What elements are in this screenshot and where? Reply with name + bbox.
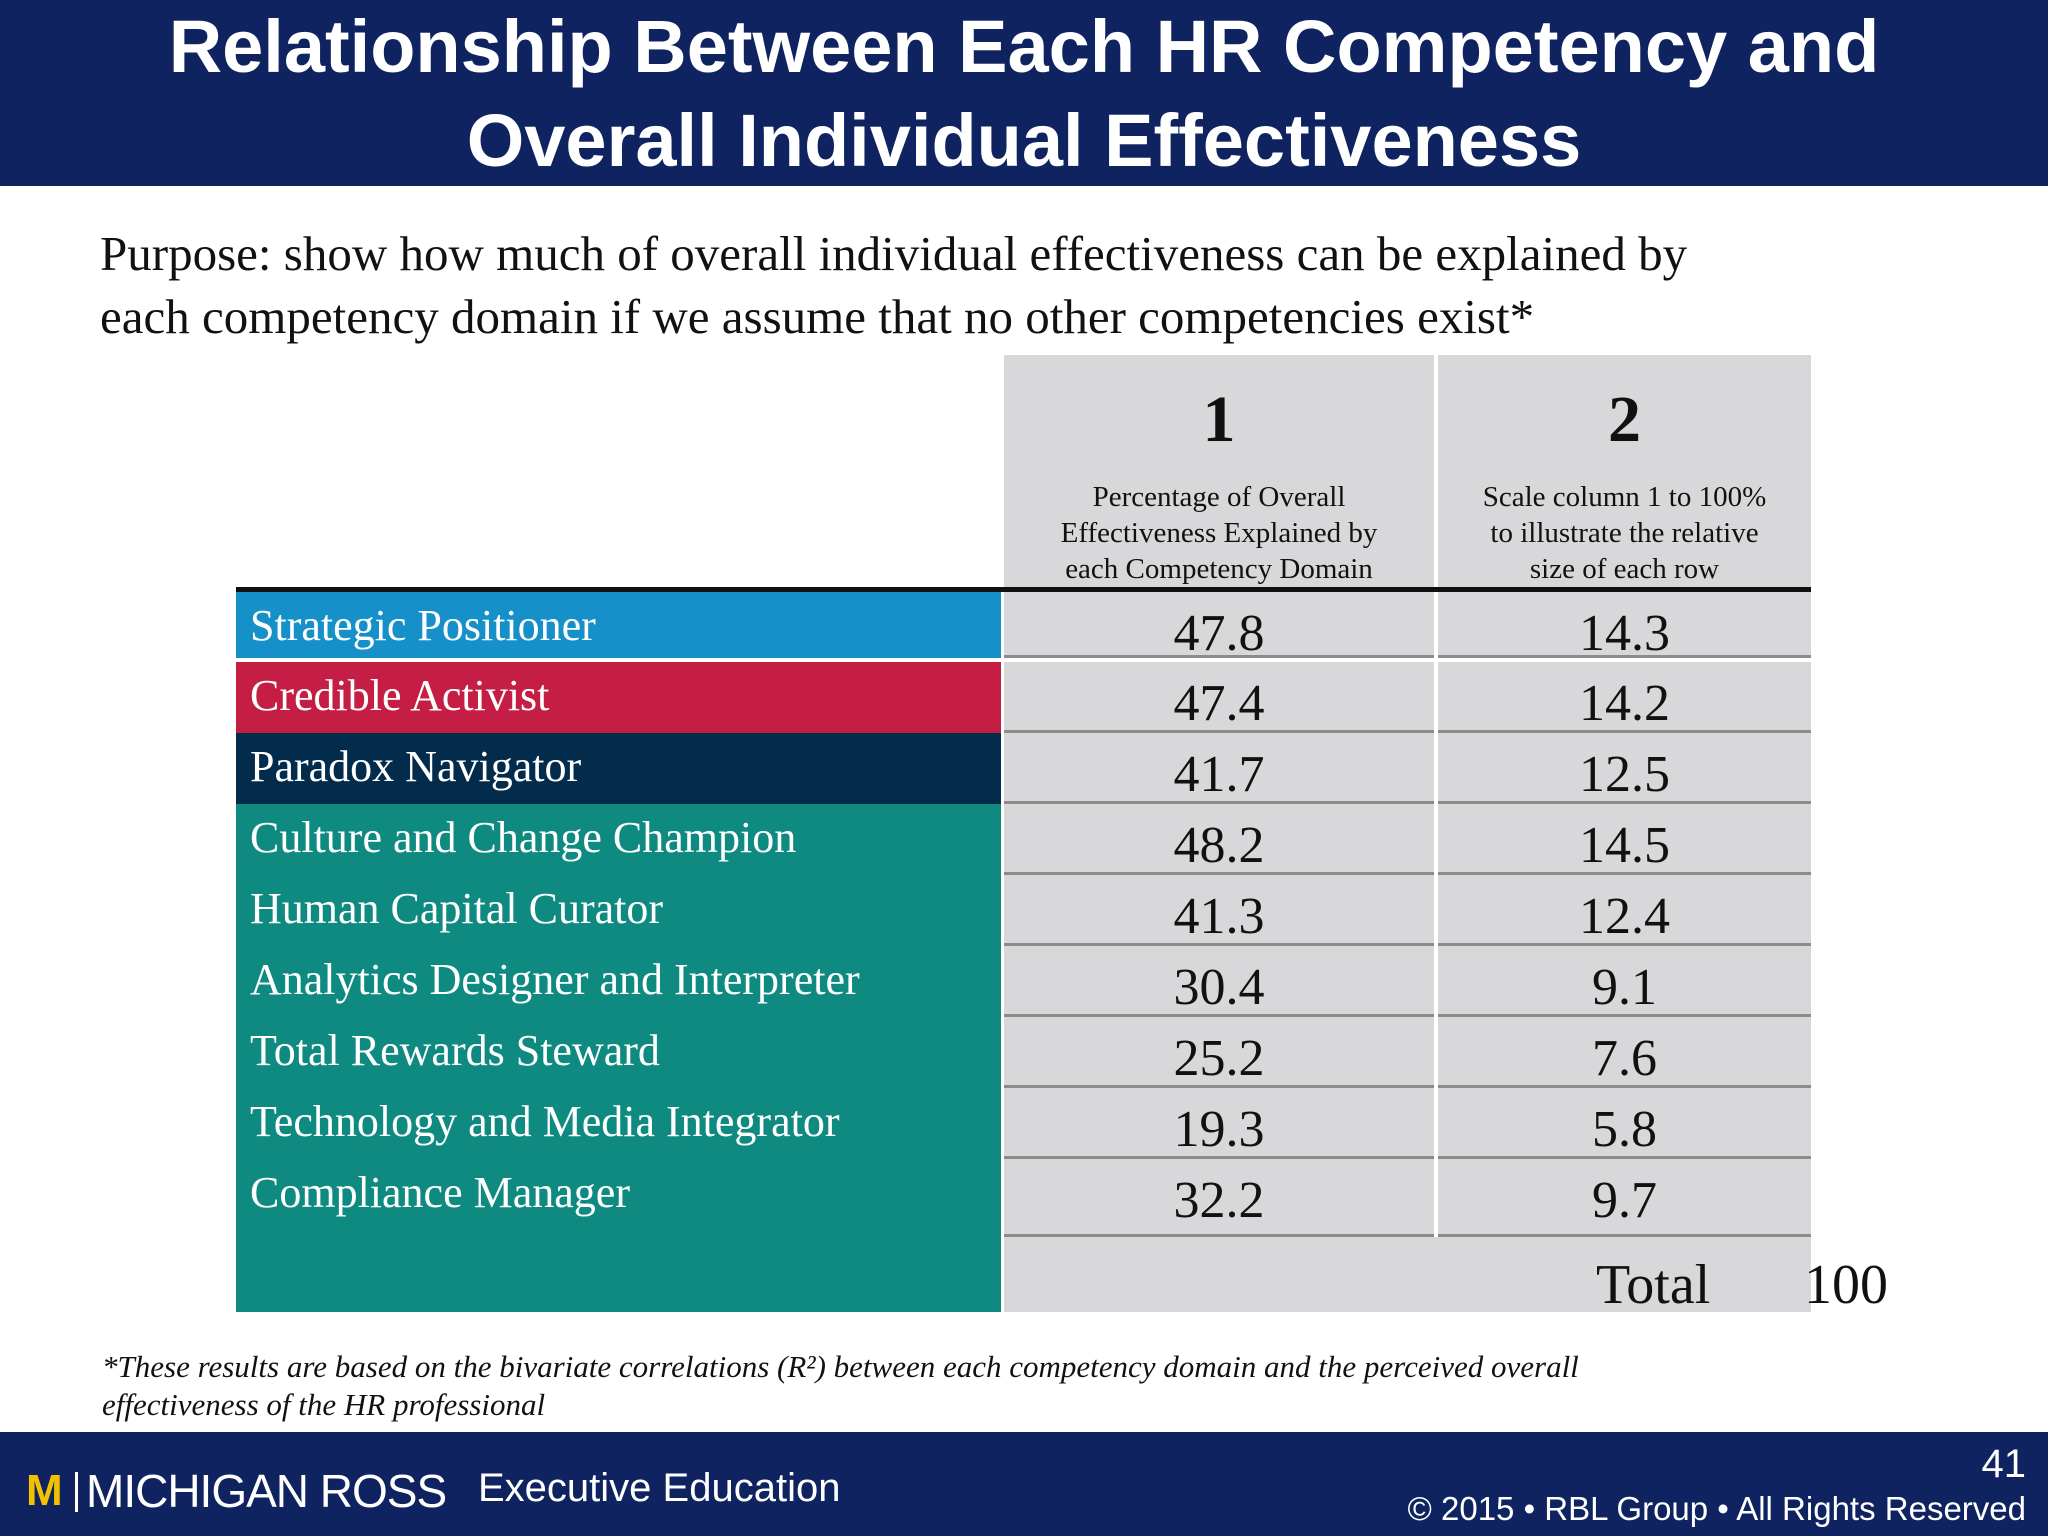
footnote (102, 1348, 1962, 1424)
table-row (236, 1088, 1811, 1159)
percentage-cell: 48.2 (1004, 804, 1434, 875)
percentage-cell: 25.2 (1004, 1017, 1434, 1088)
row-label: Total Rewards Steward (236, 1017, 1001, 1088)
column-2-desc-line: Scale column 1 to 100% (1482, 481, 1767, 513)
footnote-line-2: effectiveness of the HR professional (102, 1387, 546, 1422)
slide-title-line-2: Overall Individual Effectiveness (466, 99, 1582, 182)
table-row (236, 592, 1811, 662)
row-label: Human Capital Curator (236, 875, 1001, 946)
table-row (236, 1159, 1811, 1237)
column-1-desc-line: each Competency Domain (1065, 553, 1373, 585)
total-row (236, 1237, 1888, 1316)
percentage-cell: 19.3 (1004, 1088, 1434, 1159)
column-1-desc-line: Effectiveness Explained by (1060, 517, 1378, 549)
row-label: Credible Activist (236, 662, 1001, 733)
column-2-number: 2 (1608, 383, 1641, 456)
column-2-desc-line: size of each row (1529, 553, 1720, 585)
scaled-cell: 9.7 (1438, 1159, 1811, 1237)
row-label: Culture and Change Champion (236, 804, 1001, 875)
scaled-cell: 7.6 (1438, 1017, 1811, 1088)
scaled-cell: 12.5 (1438, 733, 1811, 804)
unit-name: Executive Education (478, 1466, 841, 1510)
column-2-desc-line: to illustrate the relative (1490, 517, 1759, 549)
table-row (236, 875, 1811, 946)
footer-bar (0, 1432, 2048, 1536)
percentage-cell: 32.2 (1004, 1159, 1434, 1237)
purpose-line-2: each competency domain if we assume that no other competencies exist* (100, 289, 1535, 344)
table-row (236, 733, 1811, 804)
row-label: Strategic Positioner (236, 592, 1001, 658)
scaled-cell: 14.2 (1438, 662, 1811, 733)
total-label: Total (1596, 1254, 1711, 1316)
column-header-2 (1438, 355, 1811, 587)
column-2-description (1438, 479, 1811, 587)
column-1-description (1004, 479, 1434, 587)
column-header-1 (1004, 355, 1434, 587)
table-row (236, 1017, 1811, 1088)
percentage-cell: 47.4 (1004, 662, 1434, 733)
scaled-cell: 9.1 (1438, 946, 1811, 1017)
table-row (236, 946, 1811, 1017)
percentage-cell: 41.3 (1004, 875, 1434, 946)
purpose-line-1: Purpose: show how much of overall individual effectiveness can be explained by (100, 226, 1688, 281)
column-1-desc-line: Percentage of Overall (1092, 481, 1346, 513)
logo-divider (75, 1472, 78, 1512)
total-cell (1004, 1237, 1888, 1316)
total-label-cell (236, 1237, 1001, 1312)
scaled-cell: 12.4 (1438, 875, 1811, 946)
column-1-number: 1 (1202, 383, 1236, 456)
slide-title-line-1: Relationship Between Each HR Competency and (168, 5, 1880, 88)
row-label: Technology and Media Integrator (236, 1088, 1001, 1159)
scaled-cell: 14.3 (1438, 592, 1811, 658)
percentage-cell: 30.4 (1004, 946, 1434, 1017)
percentage-cell: 47.8 (1004, 592, 1434, 658)
total-value: 100 (1804, 1254, 1888, 1316)
table-row (236, 662, 1811, 733)
title-bar (0, 0, 2048, 186)
percentage-cell: 41.7 (1004, 733, 1434, 804)
row-label: Compliance Manager (236, 1159, 1001, 1237)
page-number: 41 (1981, 1442, 2026, 1486)
copyright-notice: © 2015 • RBL Group • All Rights Reserved (1407, 1490, 2026, 1527)
table-row (236, 804, 1811, 875)
scaled-cell: 14.5 (1438, 804, 1811, 875)
footnote-line-1: *These results are based on the bivariate correlations (R²) between each competency domain and the perceived overall (102, 1349, 1579, 1384)
purpose-text (100, 222, 1980, 348)
scaled-cell: 5.8 (1438, 1088, 1811, 1159)
row-label: Paradox Navigator (236, 733, 1001, 804)
michigan-m-logo: M (26, 1466, 63, 1515)
school-name: MICHIGAN ROSS (86, 1465, 447, 1517)
row-label: Analytics Designer and Interpreter (236, 946, 1001, 1017)
